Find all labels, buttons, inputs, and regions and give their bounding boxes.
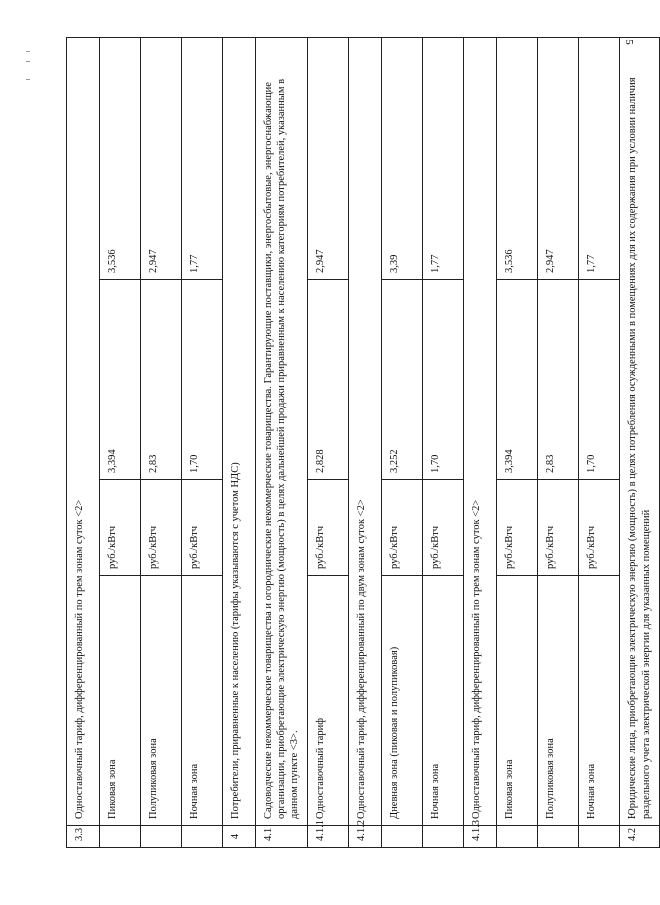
section-title: Одноставочный тариф, дифференцированный по трем зонам суток <2> (464, 37, 497, 825)
tariff-value-second-half: 2,947 (308, 37, 349, 279)
tariff-value-first-half: 1,70 (423, 280, 464, 480)
table-row (382, 37, 423, 847)
tariff-value-second-half: 1,77 (579, 37, 620, 279)
row-number (100, 826, 141, 848)
row-number (423, 826, 464, 848)
table-row (308, 37, 349, 847)
tariff-value-second-half: 3,536 (100, 37, 141, 279)
row-number (497, 826, 538, 848)
row-number (538, 826, 579, 848)
table-row (141, 37, 182, 847)
tariff-value-first-half: 3,394 (497, 280, 538, 480)
table-row (100, 37, 141, 847)
row-number (182, 826, 223, 848)
tariff-value-second-half: 1,77 (182, 37, 223, 279)
row-number: 4.2 (620, 826, 659, 848)
unit-cell: руб./кВтч (100, 480, 141, 576)
tariff-value-second-half: 3,536 (497, 37, 538, 279)
section-title: Садоводческие некоммерческие товарищества и огороднические некоммерческие товарищества. Гарантирующие поставщики, энергосбытовые, энергоснабжающие организации, приобретающие электрическую энергию (мощность) в целях дальнейшей продажи приравненным к населению категориям потребителей, указанным в данном пункте <3>. (256, 37, 308, 825)
tariff-value-second-half: 1,77 (423, 37, 464, 279)
rotated-tariff-page (66, 38, 652, 848)
zone-name: Ночная зона (182, 576, 223, 826)
unit-cell: руб./кВтч (538, 480, 579, 576)
zone-name: Полупиковая зона (141, 576, 182, 826)
row-number: 4.1.3 (464, 826, 497, 848)
tariff-value-second-half: 2,947 (538, 37, 579, 279)
tariff-table (66, 37, 660, 848)
row-number: 3.3 (67, 826, 100, 848)
tariff-value-first-half: 2,83 (141, 280, 182, 480)
table-row (67, 37, 100, 847)
unit-cell: руб./кВтч (579, 480, 620, 576)
unit-cell: руб./кВтч (382, 480, 423, 576)
tariff-name: Одноставочный тариф (308, 576, 349, 826)
row-number (382, 826, 423, 848)
tariff-value-first-half: 3,394 (100, 280, 141, 480)
zone-name: Дневная зона (пиковая и полупиковая) (382, 576, 423, 826)
tariff-value-second-half: 3,39 (382, 37, 423, 279)
table-row (349, 37, 382, 847)
tariff-value-first-half: 1,70 (182, 280, 223, 480)
row-number (579, 826, 620, 848)
row-number: 4.1 (256, 826, 308, 848)
margin-mark (26, 61, 30, 62)
row-number (141, 826, 182, 848)
tariff-value-second-half: 2,947 (141, 37, 182, 279)
row-number: 4.1.1 (308, 826, 349, 848)
section-title: Потребители, приравненные к населению (тарифы указываются с учетом НДС) (223, 37, 256, 825)
unit-cell: руб./кВтч (308, 480, 349, 576)
table-row (464, 37, 497, 847)
zone-name: Пиковая зона (497, 576, 538, 826)
section-title: Одноставочный тариф, дифференцированный по двум зонам суток <2> (349, 37, 382, 825)
table-row (579, 37, 620, 847)
table-row (223, 37, 256, 847)
zone-name: Полупиковая зона (538, 576, 579, 826)
table-row (497, 37, 538, 847)
unit-cell: руб./кВтч (423, 480, 464, 576)
row-number: 4.1.2 (349, 826, 382, 848)
unit-cell: руб./кВтч (182, 480, 223, 576)
unit-cell: руб./кВтч (141, 480, 182, 576)
table-row (256, 37, 308, 847)
tariff-value-first-half: 3,252 (382, 280, 423, 480)
section-title: Юридические лица, приобретающие электрическую энергию (мощность) в целях потребления осужденными в помещениях для их содержания при условии наличия раздельного учета электрической энергии для указанных помещений (620, 37, 659, 825)
zone-name: Ночная зона (579, 576, 620, 826)
margin-mark (26, 51, 30, 52)
tariff-value-first-half: 2,83 (538, 280, 579, 480)
zone-name: Ночная зона (423, 576, 464, 826)
table-row (182, 37, 223, 847)
unit-cell: руб./кВтч (497, 480, 538, 576)
margin-mark (26, 79, 30, 80)
tariff-value-first-half: 1,70 (579, 280, 620, 480)
section-title: Одноставочный тариф, дифференцированный по трем зонам суток <2> (67, 37, 100, 825)
table-row (423, 37, 464, 847)
page-number: 5 (622, 39, 635, 45)
table-row (538, 37, 579, 847)
table-row (620, 37, 659, 847)
tariff-value-first-half: 2,828 (308, 280, 349, 480)
zone-name: Пиковая зона (100, 576, 141, 826)
row-number: 4 (223, 826, 256, 848)
